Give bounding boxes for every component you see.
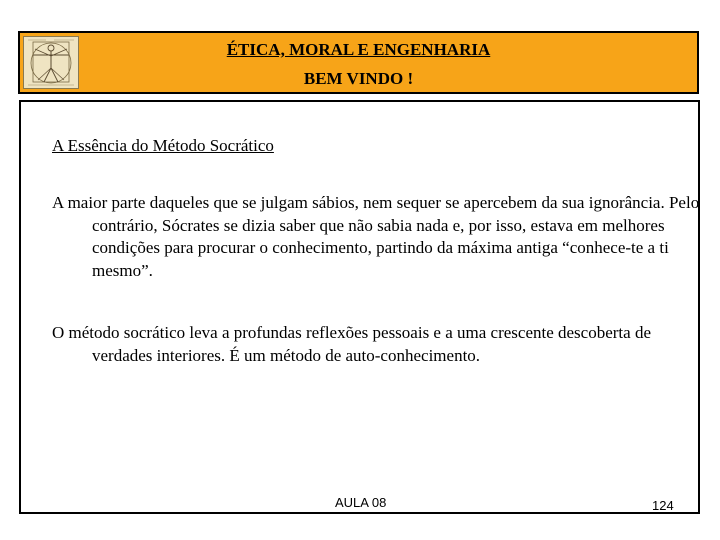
page-subtitle: BEM VINDO ! bbox=[303, 69, 414, 88]
page-title: ÉTICA, MORAL E ENGENHARIA bbox=[226, 40, 491, 59]
page-number: 124 bbox=[652, 498, 674, 513]
footer-label: AULA 08 bbox=[335, 495, 387, 510]
section-title: A Essência do Método Socrático bbox=[52, 136, 274, 155]
header-banner bbox=[18, 31, 699, 94]
paragraph-1: A maior parte daqueles que se julgam sábios, nem sequer se apercebem da sua ignorância. Pelo contrário, Sócrates se dizia saber que não sabia nada e, por isso, estava em melhores condições para procurar o conhecimento, partindo da máxima antiga “conhece-te a ti mesmo”. bbox=[52, 193, 700, 280]
content-frame bbox=[19, 100, 700, 514]
paragraph-2: O método socrático leva a profundas reflexões pessoais e a uma crescente descoberta de verdades interiores. É um método de auto-conhecimento. bbox=[52, 323, 651, 365]
